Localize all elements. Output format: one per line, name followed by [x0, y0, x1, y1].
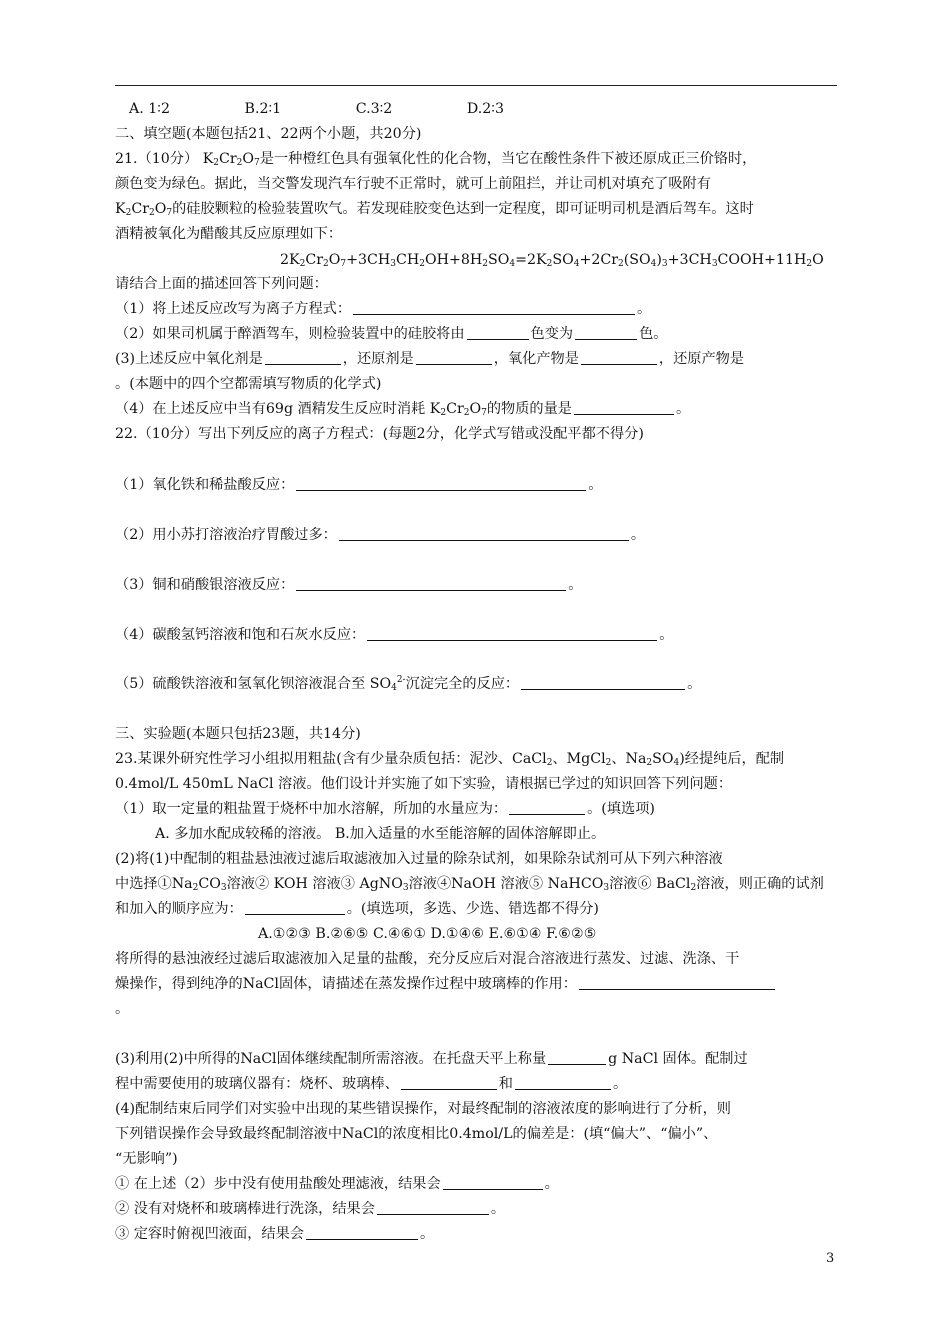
reaction-equation: $2K_2Cr_2O_7+3CH_3CH_2OH+8H_2SO_4=2K_2SO_4+2Cr_2(SO_4)_3+3CH_3COOH+11H_2O$ [280, 252, 824, 269]
q22-item3: （3）铜和硝酸银溶液反应： 。 [115, 577, 583, 593]
q23-part2-line4: 将所得的悬浊液经过滤后取滤液加入足量的盐酸，充分反应后对混合溶液进行蒸发、过滤、洗涤、干 [115, 951, 740, 967]
q21-part3-note: 。(本题中的四个空都需填写物质的化学式) [115, 376, 382, 392]
q23-part3-line1: (3)利用(2)中所得的NaCl固体继续配制所需溶液。在托盘天平上称量 g NaCl 固体。配制过 [115, 1051, 748, 1067]
q21-part4: （4）在上述反应中当有69g 酒精发生反应时消耗 $K_2Cr_2O_7$的物质的量是 。 [115, 401, 691, 418]
q23-part2-line2: 中选择$①Na_2CO_3$溶液② KOH 溶液③ AgNO$_3$溶液④NaOH 溶液⑤ NaHCO$_3$溶液⑥ BaCl$_2$溶液，则正确的试剂 [115, 876, 824, 893]
answer-blank[interactable] [521, 688, 685, 690]
answer-blank[interactable] [515, 1088, 611, 1090]
q20-options: A. 1∶2 B.2∶1 C.3∶2 D.2∶3 [129, 101, 504, 117]
answer-blank[interactable] [245, 913, 345, 915]
answer-blank[interactable] [306, 1238, 418, 1240]
section2-heading: 二、填空题(本题包括21、22两个小题，共20分) [115, 126, 422, 142]
header-rule [115, 85, 837, 86]
q23-intro-line1: 23.某课外研究性学习小组拟用粗盐(含有少量杂质包括：泥沙、CaCl$_2$、MgCl$_2$、$Na_2SO_4$)经提纯后，配制 [115, 751, 785, 768]
q21-intro-line4: 酒精被氧化为醋酸其反应原理如下： [115, 226, 343, 242]
answer-blank[interactable] [579, 988, 775, 990]
answer-blank[interactable] [339, 539, 629, 541]
q23-part2-line1: (2)将(1)中配制的粗盐悬浊液过滤后取滤液加入过量的除杂试剂，如果除杂试剂可从下列六种溶液 [115, 851, 723, 867]
q21-intro-line1: 21.（10分） $K_2Cr_2O_7$是一种橙红色具有强氧化性的化合物，当它在酸性条件下被还原成正三价铬时， [115, 151, 757, 168]
answer-blank[interactable] [443, 1188, 543, 1190]
q21-intro-line2: 颜色变为绿色。据此，当交警发现汽车行驶不正常时，就可上前阻拦，并让司机对填充了吸附有 [115, 176, 711, 192]
q23-part1: （1）取一定量的粗盐置于烧杯中加水溶解，所加的水量应为： 。(填选项) [115, 801, 655, 817]
answer-blank[interactable] [296, 589, 566, 591]
q22-item5: （5）硫酸铁溶液和氢氧化钡溶液混合至 $SO_4^{2-}$沉淀完全的反应： 。 [115, 675, 702, 693]
q21-intro-line3: $K_2Cr_2O_7$的硅胶颗粒的检验装置吹气。若发现硅胶变色达到一定程度，即可证明司机是酒后驾车。这时 [115, 201, 754, 218]
q23-part4-line1: (4)配制结束后同学们对实验中出现的某些错误操作，对最终配制的溶液浓度的影响进行了分析，则 [115, 1101, 731, 1117]
answer-blank[interactable] [296, 489, 586, 491]
q21-prompt: 请结合上面的描述回答下列问题： [115, 276, 328, 292]
answer-blank[interactable] [509, 813, 585, 815]
answer-blank[interactable] [575, 338, 637, 340]
q22-item1: （1）氧化铁和稀盐酸反应： 。 [115, 477, 603, 493]
q23-intro-line2: 0.4mol/L 450mL NaCl 溶液。他们设计并实施了如下实验，请根据已学过的知识回答下列问题： [115, 776, 733, 792]
page-number: 3 [826, 1251, 835, 1266]
q23-case1: ① 在上述（2）步中没有使用盐酸处理滤液，结果会 。 [115, 1176, 559, 1192]
q23-part2-options: A.①②③ B.②⑥⑤ C.④⑥① D.①④⑥ E.⑥①④ F.⑥②⑤ [258, 926, 597, 942]
answer-blank[interactable] [581, 363, 657, 365]
q22-heading: 22.（10分）写出下列反应的离子方程式：(每题2分，化学式写错或没配平都不得分) [115, 426, 644, 442]
q21-part2: （2）如果司机属于醉酒驾车，则检验装置中的硅胶将由 色变为 色。 [115, 326, 668, 342]
answer-blank[interactable] [401, 1088, 497, 1090]
q23-case2: ② 没有对烧杯和玻璃棒进行洗涤，结果会 。 [115, 1201, 506, 1217]
q21-part3: (3)上述反应中氧化剂是 ，还原剂是 ，氧化产物是 ，还原产物是 [115, 351, 745, 367]
answer-blank[interactable] [416, 363, 492, 365]
q23-part4-line2: 下列错误操作会导致最终配制溶液中NaCl的浓度相比0.4mol/L的偏差是：(填“偏大”、“偏小”、 [115, 1126, 718, 1142]
answer-blank[interactable] [377, 1213, 489, 1215]
answer-blank[interactable] [548, 1063, 606, 1065]
q22-item4: （4）碳酸氢钙溶液和饱和石灰水反应： 。 [115, 627, 674, 643]
answer-blank[interactable] [265, 363, 341, 365]
answer-blank[interactable] [367, 639, 657, 641]
q23-part1-options: A. 多加水配成较稀的溶液。 B.加入适量的水至能溶解的固体溶解即止。 [155, 826, 606, 842]
q21-part1: （1）将上述反应改写为离子方程式： 。 [115, 301, 652, 317]
answer-blank[interactable] [574, 413, 674, 415]
q23-case3: ③ 定容时俯视凹液面，结果会 。 [115, 1226, 435, 1242]
q23-part4-line3: “无影响”) [115, 1151, 178, 1167]
answer-blank[interactable] [353, 313, 635, 315]
answer-blank[interactable] [467, 338, 529, 340]
section3-heading: 三、实验题(本题只包括23题，共14分) [115, 726, 361, 742]
q23-part2-period: 。 [115, 1001, 130, 1017]
q23-part2-line5: 燥操作，得到纯净的NaCl固体，请描述在蒸发操作过程中玻璃棒的作用： [115, 977, 837, 991]
q23-part2-line3: 和加入的顺序应为： 。(填选项，多选、少选、错选都不得分) [115, 901, 599, 917]
q23-part3-line2: 程中需要使用的玻璃仪器有：烧杯、玻璃棒、 和 。 [115, 1076, 628, 1092]
q22-item2: （2）用小苏打溶液治疗胃酸过多： 。 [115, 527, 646, 543]
